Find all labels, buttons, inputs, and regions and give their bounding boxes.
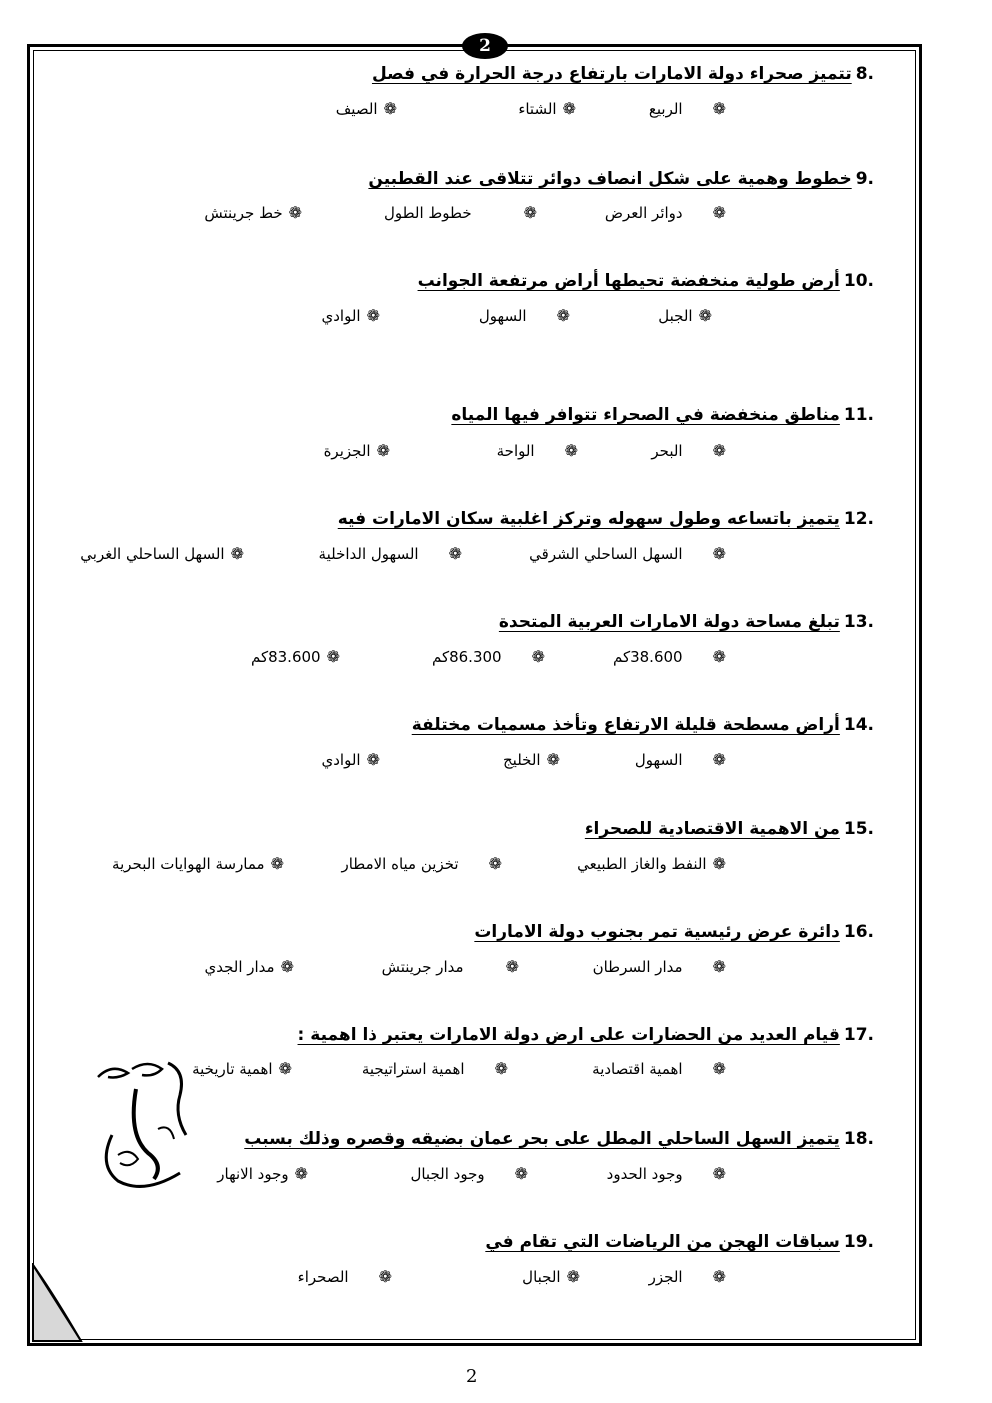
signature-calligraphy [88,1055,200,1195]
flower-bullet-icon: ❁ [546,750,560,769]
option-8-c[interactable]: ❁ الصيف [335,99,397,118]
question-19: 19.سباقات الهجن من الرياضات التي تقام في [485,1232,874,1252]
option-13-b[interactable]: ❁ 86.300كم [431,647,545,666]
option-14-b[interactable]: ❁ الخليج [502,750,560,769]
flower-bullet-icon: ❁ [448,544,462,563]
flower-bullet-icon: ❁ [712,99,726,118]
flower-bullet-icon: ❁ [712,441,726,460]
flower-bullet-icon: ❁ [712,1267,726,1286]
option-9-c[interactable]: ❁ خط جرينتش [204,203,302,222]
option-15-c[interactable]: ❁ ممارسة الهوايات البحرية [112,854,284,873]
flower-bullet-icon: ❁ [514,1164,528,1183]
question-8: 8.تتميز صحراء دولة الامارات بارتفاع درجة الحرارة في فصل [371,64,874,84]
flower-bullet-icon: ❁ [531,647,545,666]
option-9-a[interactable]: ❁ دوائر العرض [604,203,726,222]
option-18-c[interactable]: ❁ وجود الانهار [217,1164,308,1183]
flower-bullet-icon: ❁ [562,99,576,118]
option-19-a[interactable]: ❁ الجزر [648,1267,726,1286]
flower-bullet-icon: ❁ [712,1059,726,1078]
flower-bullet-icon: ❁ [712,544,726,563]
flower-bullet-icon: ❁ [556,306,570,325]
option-11-b[interactable]: ❁ الواحة [496,441,578,460]
option-16-c[interactable]: ❁ مدار الجدي [204,957,294,976]
flower-bullet-icon: ❁ [326,647,340,666]
page-curl-icon [31,1263,83,1343]
flower-bullet-icon: ❁ [270,854,284,873]
option-11-c[interactable]: ❁ الجزيرة [323,441,390,460]
flower-bullet-icon: ❁ [488,854,502,873]
option-15-b[interactable]: ❁ تخزين مياه الامطار [341,854,502,873]
flower-bullet-icon: ❁ [523,203,537,222]
flower-bullet-icon: ❁ [564,441,578,460]
flower-bullet-icon: ❁ [383,99,397,118]
option-18-a[interactable]: ❁ وجود الحدود [606,1164,726,1183]
option-13-c[interactable]: ❁ 83.600كم [250,647,340,666]
flower-bullet-icon: ❁ [280,957,294,976]
flower-bullet-icon: ❁ [366,306,380,325]
option-11-a[interactable]: ❁ البحر [651,441,726,460]
question-11: 11.مناطق منخفضة في الصحراء تتوافر فيها المياه [451,405,874,425]
flower-bullet-icon: ❁ [366,750,380,769]
flower-bullet-icon: ❁ [288,203,302,222]
option-12-a[interactable]: ❁ السهل الساحلي الشرقي [529,544,726,563]
option-17-b[interactable]: ❁ اهمية استراتيجية [361,1059,508,1078]
question-17: 17.قيام العديد من الحضارات على ارض دولة الامارات يعتبر ذا اهمية : [297,1025,874,1045]
option-10-c[interactable]: ❁ الوادي [321,306,380,325]
option-18-b[interactable]: ❁ وجود الجبال [410,1164,528,1183]
flower-bullet-icon: ❁ [712,854,726,873]
option-15-a[interactable]: ❁ النفط والغاز الطبيعي [577,854,726,873]
flower-bullet-icon: ❁ [566,1267,580,1286]
question-9: 9.خطوط وهمية على شكل انصاف دوائر تتلاقى عند القطبين [368,169,874,189]
option-14-a[interactable]: ❁ السهول [634,750,726,769]
question-14: 14.أراض مسطحة قليلة الارتفاع وتأخذ مسميات مختلفة [411,715,874,735]
option-8-b[interactable]: ❁ الشتاء [518,99,576,118]
option-17-c[interactable]: ❁ اهمية تاريخية [192,1059,292,1078]
option-16-b[interactable]: ❁ مدار جرينتش [381,957,519,976]
flower-bullet-icon: ❁ [505,957,519,976]
option-10-b[interactable]: ❁ السهول [478,306,570,325]
option-13-a[interactable]: ❁ 38.600كم [612,647,726,666]
question-15: 15.من الاهمية الاقتصادية للصحراء [584,819,874,839]
question-16: 16.دائرة عرض رئيسية تمر بجنوب دولة الامارات [474,922,874,942]
flower-bullet-icon: ❁ [712,647,726,666]
option-19-c[interactable]: ❁ الصحراء [297,1267,392,1286]
flower-bullet-icon: ❁ [278,1059,292,1078]
option-17-a[interactable]: ❁ اهمية اقتصادية [592,1059,726,1078]
flower-bullet-icon: ❁ [376,441,390,460]
question-18: 18.يتميز السهل الساحلي المطل على بحر عمان بضيقه وقصره وذلك بسبب [244,1129,874,1149]
option-12-b[interactable]: ❁ السهول الداخلية [318,544,462,563]
option-19-b[interactable]: ❁ الجبال [522,1267,580,1286]
footer-page-number: 2 [466,1366,478,1387]
question-10: 10.أرض طولية منخفضة تحيطها أراض مرتفعة الجوانب [417,271,874,291]
flower-bullet-icon: ❁ [712,203,726,222]
option-16-a[interactable]: ❁ مدار السرطان [592,957,726,976]
page-number-badge: 2 [462,33,508,59]
option-14-c[interactable]: ❁ الوادي [321,750,380,769]
option-12-c[interactable]: ❁ السهل الساحلي الغربي [80,544,244,563]
flower-bullet-icon: ❁ [494,1059,508,1078]
option-9-b[interactable]: ❁ خطوط الطول [383,203,537,222]
question-12: 12.يتميز باتساعه وطول سهوله وتركز اغلبية سكان الامارات فيه [337,509,874,529]
flower-bullet-icon: ❁ [712,750,726,769]
option-8-a[interactable]: ❁ الربيع [648,99,726,118]
flower-bullet-icon: ❁ [378,1267,392,1286]
flower-bullet-icon: ❁ [712,957,726,976]
option-10-a[interactable]: ❁ الجبل [658,306,712,325]
flower-bullet-icon: ❁ [712,1164,726,1183]
flower-bullet-icon: ❁ [294,1164,308,1183]
flower-bullet-icon: ❁ [698,306,712,325]
flower-bullet-icon: ❁ [230,544,244,563]
question-13: 13.تبلغ مساحة دولة الامارات العربية المتحدة [498,612,874,632]
